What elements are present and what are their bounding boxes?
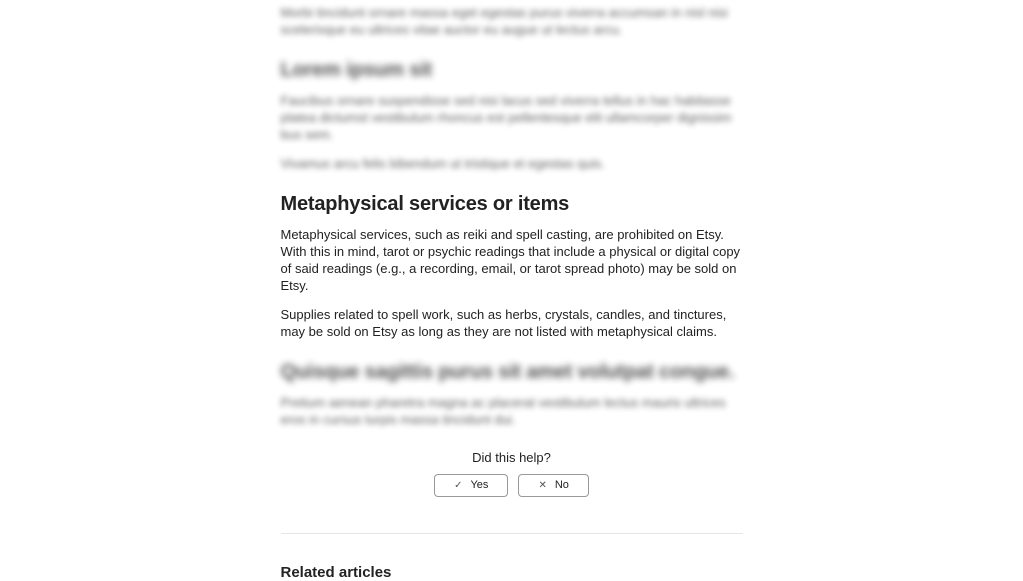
redacted-section-heading-2: Quisque sagittis purus sit amet volutpat congue. [280, 361, 735, 383]
redacted-section-heading: Lorem ipsum sit [280, 59, 432, 81]
feedback-yes-label: Yes [470, 479, 489, 491]
redacted-paragraph-2: Pretium aenean pharetra magna ac placerat vestibulum lectus mauris ultrices eros in cursus turpis massa tincidunt dui. [280, 395, 726, 427]
redacted-intro-paragraph: Morbi tincidunt ornare massa eget egestas purus viverra accumsan in nisl nisi scelerisque eu ultrices vitae auctor eu augue ut lectus arcu. [280, 5, 728, 37]
feedback-yes-button[interactable] [434, 474, 508, 497]
feedback-section [281, 450, 743, 497]
redacted-link-line: Vivamus arcu felis bibendum ut tristique et egestas quis. [280, 156, 605, 171]
redacted-paragraph: Faucibus ornare suspendisse sed nisi lacus sed viverra tellus in hac habitasse platea dictumst vestibulum rhoncus est pellentesque elit ullamcorper dignissim bus sem. [280, 93, 732, 142]
section-divider [281, 533, 743, 534]
help-article-content [281, 4, 743, 581]
article-paragraph-2: Supplies related to spell work, such as herbs, crystals, candles, and tinctures, may be sold on Etsy as long as they are not listed with metaphysical claims. [280, 307, 727, 339]
related-articles-heading: Related articles [280, 564, 392, 581]
article-paragraph-1: Metaphysical services, such as reiki and spell casting, are prohibited on Etsy. With this in mind, tarot or psychic readings that include a physical or digital copy of said readings (e.g., a recording, email, or tarot spread photo) may be sold on Etsy. [280, 227, 741, 293]
section-heading-metaphysical: Metaphysical services or items [280, 193, 570, 215]
feedback-question: Did this help? [472, 450, 551, 465]
feedback-no-label: No [554, 479, 569, 491]
feedback-buttons [281, 474, 743, 497]
check-icon: ✓ [454, 480, 463, 491]
feedback-no-button[interactable] [518, 474, 588, 497]
x-icon: ✕ [538, 480, 547, 491]
